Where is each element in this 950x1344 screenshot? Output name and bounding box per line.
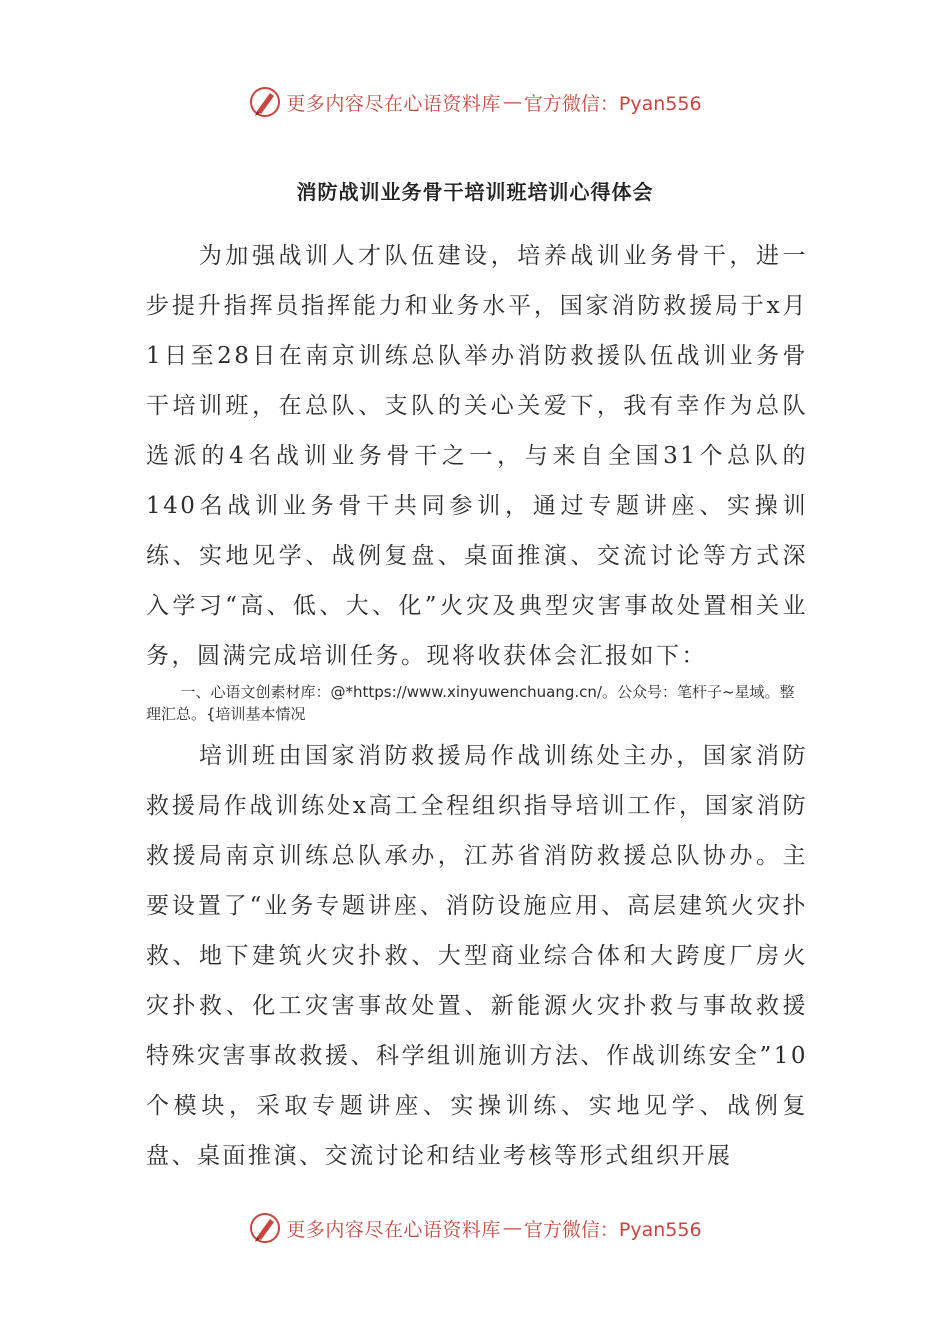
pen-logo-icon [248, 85, 282, 119]
banner-dash: — [502, 1217, 522, 1239]
paragraph-intro: 为加强战训人才队伍建设，培养战训业务骨干，进一步提升指挥员指挥能力和业务水平，国家消防救援局于x月1日至28日在南京训练总队举办消防救援队伍战训业务骨干培训班，在总队、支队的关心关爱下，我有幸作为总队选派的4名战训业务骨干之一，与来自全国31个总队的140名战训业务骨干共同参训，通过专题讲座、实操训练、实地见学、战例复盘、桌面推演、交流讨论等方式深入学习“高、低、大、化”火灾及典型灾害事故处置相关业务，圆满完成培训任务。现将收获体会汇报如下： [146, 243, 808, 669]
banner-text: 更多内容尽在心语资料库 [286, 1218, 501, 1241]
footer-banner [0, 1208, 950, 1248]
pen-logo-icon [248, 1211, 282, 1245]
section-heading: 一、心语文创素材库：@*https://www.xinyuwenchuang.cn/。公众号：笔杆子~星域。整理汇总。{培训基本情况 [146, 683, 795, 723]
banner-wechat: 官方微信：Pyan556 [523, 92, 702, 115]
banner-dash: — [502, 91, 522, 113]
banner-text: 更多内容尽在心语资料库 [286, 92, 501, 115]
header-banner [0, 82, 950, 122]
banner-wechat: 官方微信：Pyan556 [523, 1218, 702, 1241]
document-title: 消防战训业务骨干培训班培训心得体会 [296, 180, 654, 204]
paragraph-training-overview: 培训班由国家消防救援局作战训练处主办，国家消防救援局作战训练处x高工全程组织指导培训工作，国家消防救援局南京训练总队承办，江苏省消防救援总队协办。主要设置了“业务专题讲座、消防设施应用、高层建筑火灾扑救、地下建筑火灾扑救、大型商业综合体和大跨度厂房火灾扑救、化工灾害事故处置、新能源火灾扑救与事故救援特殊灾害事故救援、科学组训施训方法、作战训练安全”10个模块，采取专题讲座、实操训练、实地见学、战例复盘、桌面推演、交流讨论和结业考核等形式组织开展 [146, 743, 808, 1169]
